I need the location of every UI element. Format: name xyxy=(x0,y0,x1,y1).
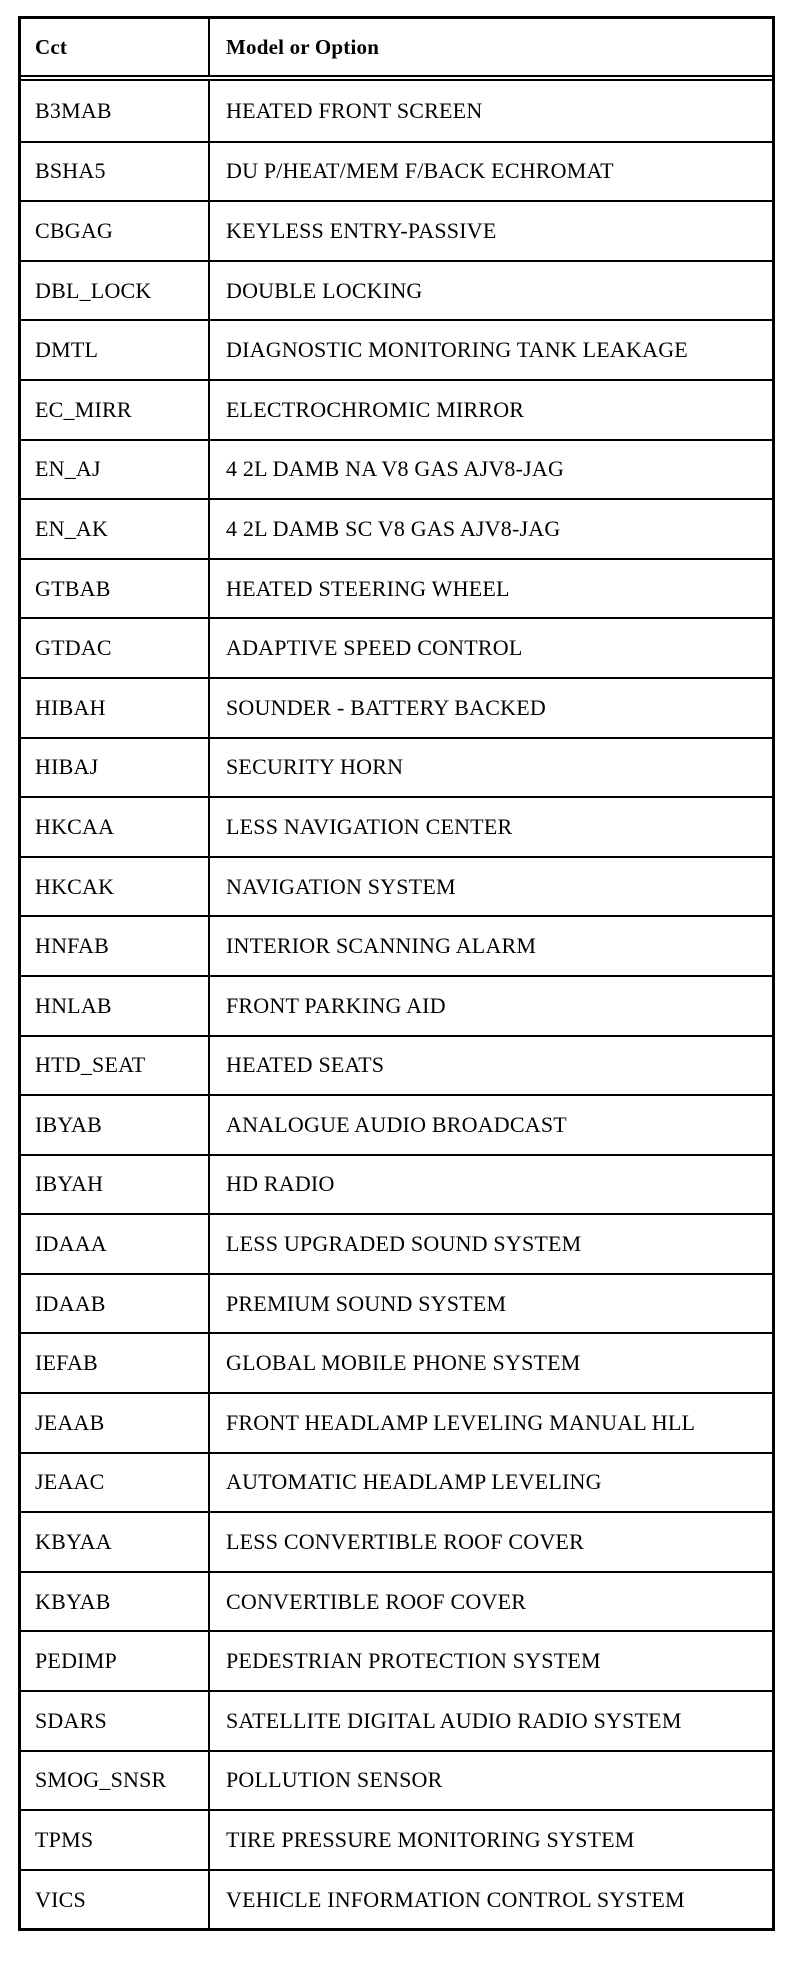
table-row xyxy=(21,1630,772,1690)
cct-code-cell: HNLAB xyxy=(21,977,210,1035)
table-row xyxy=(21,1154,772,1214)
table-row xyxy=(21,737,772,797)
table-row xyxy=(21,617,772,677)
cct-code-cell: TPMS xyxy=(21,1811,210,1869)
cct-code-cell: EC_MIRR xyxy=(21,381,210,439)
model-option-cell: DIAGNOSTIC MONITORING TANK LEAKAGE xyxy=(226,337,688,363)
cct-code-cell: HKCAA xyxy=(21,798,210,856)
model-option-cell: KEYLESS ENTRY-PASSIVE xyxy=(226,217,497,243)
table-row xyxy=(21,1750,772,1810)
table-header-row xyxy=(21,19,772,81)
cct-code-cell: IDAAB xyxy=(21,1275,210,1333)
cct-code-cell: VICS xyxy=(21,1871,210,1929)
table-row xyxy=(21,1571,772,1631)
table-row xyxy=(21,81,772,141)
model-option-cell: ADAPTIVE SPEED CONTROL xyxy=(226,635,523,661)
table-row xyxy=(21,1690,772,1750)
cct-code-cell: SMOG_SNSR xyxy=(21,1752,210,1810)
model-option-cell: FRONT PARKING AID xyxy=(226,992,446,1018)
cct-code-cell: KBYAB xyxy=(21,1573,210,1631)
cct-code-cell: SDARS xyxy=(21,1692,210,1750)
table-row xyxy=(21,379,772,439)
model-option-cell: HD RADIO xyxy=(226,1171,335,1197)
header-cct: Cct xyxy=(21,19,210,75)
model-option-cell: CONVERTIBLE ROOF COVER xyxy=(226,1588,527,1614)
model-option-cell: NAVIGATION SYSTEM xyxy=(226,873,456,899)
table-row xyxy=(21,1213,772,1273)
cct-code-cell: BSHA5 xyxy=(21,143,210,201)
table-row xyxy=(21,1452,772,1512)
model-option-cell: AUTOMATIC HEADLAMP LEVELING xyxy=(226,1469,602,1495)
cct-code-cell: KBYAA xyxy=(21,1513,210,1571)
model-option-cell: PREMIUM SOUND SYSTEM xyxy=(226,1290,507,1316)
cct-code-cell: IBYAH xyxy=(21,1156,210,1214)
table-row xyxy=(21,796,772,856)
model-option-cell: LESS CONVERTIBLE ROOF COVER xyxy=(226,1529,584,1555)
model-option-cell: LESS UPGRADED SOUND SYSTEM xyxy=(226,1231,582,1257)
model-option-cell: GLOBAL MOBILE PHONE SYSTEM xyxy=(226,1350,581,1376)
cct-code-cell: CBGAG xyxy=(21,202,210,260)
table-row xyxy=(21,1869,772,1929)
header-model-or-option: Model or Option xyxy=(226,34,380,59)
table-row xyxy=(21,200,772,260)
options-table xyxy=(18,16,775,1931)
model-option-cell: 4 2L DAMB NA V8 GAS AJV8-JAG xyxy=(226,456,565,482)
cct-code-cell: HIBAH xyxy=(21,679,210,737)
cct-code-cell: GTBAB xyxy=(21,560,210,618)
cct-code-cell: EN_AK xyxy=(21,500,210,558)
table-row xyxy=(21,1273,772,1333)
model-option-cell: HEATED SEATS xyxy=(226,1052,385,1078)
model-option-cell: ELECTROCHROMIC MIRROR xyxy=(226,396,525,422)
cct-code-cell: DMTL xyxy=(21,321,210,379)
model-option-cell: FRONT HEADLAMP LEVELING MANUAL HLL xyxy=(226,1409,696,1435)
table-row xyxy=(21,1035,772,1095)
table-row xyxy=(21,319,772,379)
model-option-cell: POLLUTION SENSOR xyxy=(226,1767,443,1793)
model-option-cell: DOUBLE LOCKING xyxy=(226,277,423,303)
cct-code-cell: HTD_SEAT xyxy=(21,1037,210,1095)
table-row xyxy=(21,915,772,975)
table-row xyxy=(21,1094,772,1154)
cct-code-cell: JEAAC xyxy=(21,1454,210,1512)
table-row xyxy=(21,975,772,1035)
table-row xyxy=(21,439,772,499)
model-option-cell: ANALOGUE AUDIO BROADCAST xyxy=(226,1111,567,1137)
table-row xyxy=(21,1511,772,1571)
table-row xyxy=(21,558,772,618)
table-row xyxy=(21,141,772,201)
cct-code-cell: EN_AJ xyxy=(21,441,210,499)
cct-code-cell: IDAAA xyxy=(21,1215,210,1273)
model-option-cell: 4 2L DAMB SC V8 GAS AJV8-JAG xyxy=(226,515,561,541)
table-row xyxy=(21,260,772,320)
cct-code-cell: GTDAC xyxy=(21,619,210,677)
cct-code-cell: JEAAB xyxy=(21,1394,210,1452)
model-option-cell: INTERIOR SCANNING ALARM xyxy=(226,933,537,959)
model-option-cell: TIRE PRESSURE MONITORING SYSTEM xyxy=(226,1827,635,1853)
model-option-cell: SATELLITE DIGITAL AUDIO RADIO SYSTEM xyxy=(226,1707,682,1733)
table-row xyxy=(21,1332,772,1392)
cct-code-cell: DBL_LOCK xyxy=(21,262,210,320)
table-row xyxy=(21,1809,772,1869)
model-option-cell: PEDESTRIAN PROTECTION SYSTEM xyxy=(226,1648,601,1674)
model-option-cell: HEATED FRONT SCREEN xyxy=(226,97,483,123)
model-option-cell: SECURITY HORN xyxy=(226,754,404,780)
table-body xyxy=(21,81,772,1928)
model-option-cell: HEATED STEERING WHEEL xyxy=(226,575,510,601)
cct-code-cell: HKCAK xyxy=(21,858,210,916)
model-option-cell: SOUNDER - BATTERY BACKED xyxy=(226,694,546,720)
model-option-cell: VEHICLE INFORMATION CONTROL SYSTEM xyxy=(226,1886,685,1912)
table-row xyxy=(21,856,772,916)
cct-code-cell: IBYAB xyxy=(21,1096,210,1154)
model-option-cell: DU P/HEAT/MEM F/BACK ECHROMAT xyxy=(226,158,614,184)
model-option-cell: LESS NAVIGATION CENTER xyxy=(226,813,513,839)
cct-code-cell: IEFAB xyxy=(21,1334,210,1392)
cct-code-cell: B3MAB xyxy=(21,81,210,141)
table-row xyxy=(21,498,772,558)
table-row xyxy=(21,1392,772,1452)
cct-code-cell: HNFAB xyxy=(21,917,210,975)
cct-code-cell: HIBAJ xyxy=(21,739,210,797)
table-row xyxy=(21,677,772,737)
cct-code-cell: PEDIMP xyxy=(21,1632,210,1690)
